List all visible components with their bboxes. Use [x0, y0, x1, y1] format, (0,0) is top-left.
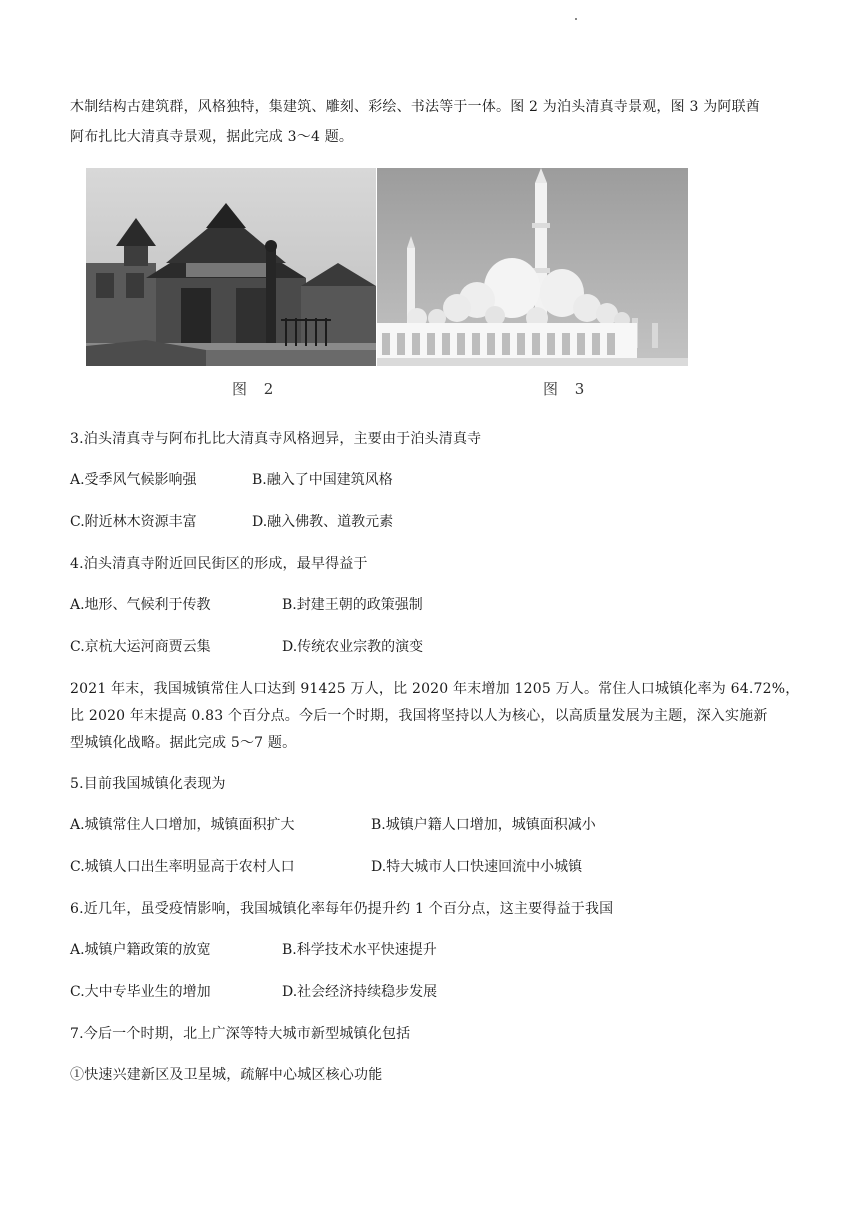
question-4-stem: 4.泊头清真寺附近回民街区的形成，最早得益于: [70, 556, 368, 572]
passage-2-line-3: 型城镇化战略。据此完成 5～7 题。: [70, 735, 297, 751]
figure-3-caption: 图 3: [543, 380, 591, 398]
question-4-option-d: D.传统农业宗教的演变: [282, 639, 424, 655]
question-3-option-c: C.附近林木资源丰富: [70, 514, 197, 530]
question-4-option-c: C.京杭大运河商贾云集: [70, 639, 211, 655]
question-6-stem: 6.近几年，虽受疫情影响，我国城镇化率每年仍提升约 1 个百分点，这主要得益于我国: [70, 901, 614, 917]
figure-2-caption: 图 2: [232, 380, 280, 398]
question-7-stem: 7.今后一个时期，北上广深等特大城市新型城镇化包括: [70, 1026, 411, 1042]
passage-2-line-1: 2021 年末，我国城镇常住人口达到 91425 万人，比 2020 年末增加 1205 万人。常住人口城镇化率为 64.72%，: [70, 681, 800, 697]
question-6-option-a: A.城镇户籍政策的放宽: [70, 942, 211, 958]
question-4-option-a: A.地形、气候利于传教: [70, 597, 211, 613]
question-3-option-a: A.受季风气候影响强: [70, 472, 197, 488]
figure-2-botou-mosque: [86, 168, 376, 366]
question-5-stem: 5.目前我国城镇化表现为: [70, 776, 226, 792]
intro-line-2: 阿布扎比大清真寺景观，据此完成 3～4 题。: [70, 129, 354, 145]
question-5-option-d: D.特大城市人口快速回流中小城镇: [371, 859, 583, 875]
question-3-option-b: B.融入了中国建筑风格: [252, 472, 393, 488]
question-5-option-c: C.城镇人口出生率明显高于农村人口: [70, 859, 295, 875]
passage-2-line-2: 比 2020 年末提高 0.83 个百分点。今后一个时期，我国将坚持以人为核心，以高质量发展为主题，深入实施新: [70, 708, 768, 724]
scan-mark: [575, 18, 577, 20]
question-6-option-c: C.大中专毕业生的增加: [70, 984, 211, 1000]
question-3-stem: 3.泊头清真寺与阿布扎比大清真寺风格迥异，主要由于泊头清真寺: [70, 431, 482, 447]
question-4-option-b: B.封建王朝的政策强制: [282, 597, 423, 613]
question-5-option-b: B.城镇户籍人口增加，城镇面积减小: [371, 817, 596, 833]
question-3-option-d: D.融入佛教、道教元素: [252, 514, 394, 530]
intro-line-1: 木制结构古建筑群，风格独特，集建筑、雕刻、彩绘、书法等于一体。图 2 为泊头清真寺景观，图 3 为阿联酋: [70, 99, 761, 115]
question-5-option-a: A.城镇常住人口增加，城镇面积扩大: [70, 817, 295, 833]
question-7-item-1: ①快速兴建新区及卫星城，疏解中心城区核心功能: [70, 1067, 383, 1083]
question-6-option-b: B.科学技术水平快速提升: [282, 942, 437, 958]
question-6-option-d: D.社会经济持续稳步发展: [282, 984, 438, 1000]
figure-3-abu-dhabi-mosque: [377, 168, 688, 366]
